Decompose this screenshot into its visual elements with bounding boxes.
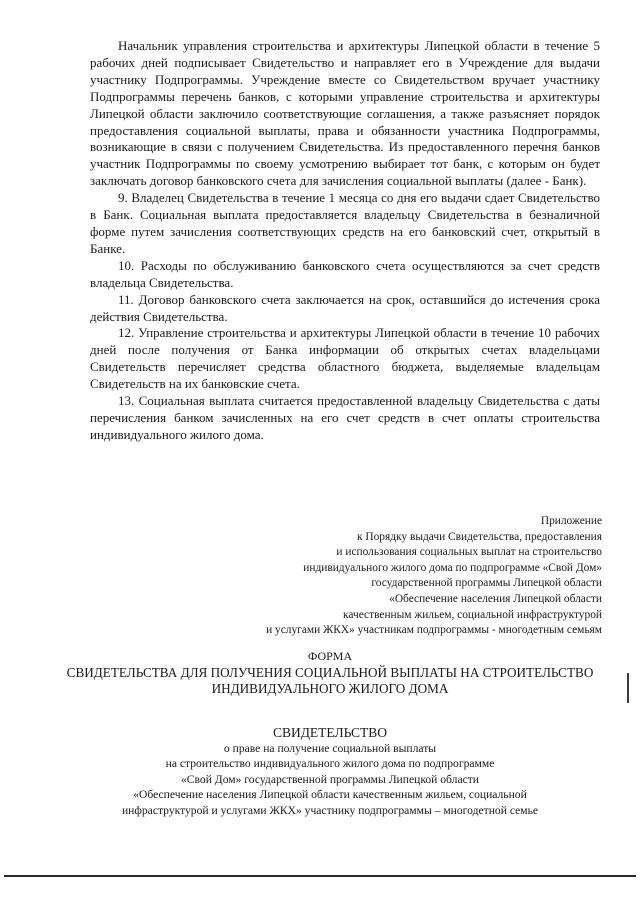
paragraph-8-continuation: Начальник управления строительства и архитектуры Липецкой области в течение 5 рабочих дней подписывает Свидетельство и направляет его в Учреждение для выдачи участнику Подпрограммы. Учреждение вместе со Свидетельством вручает участнику Подпрограммы перечень банков, с которыми управление строительства и архитектуры Липецкой области заключило соответствующие соглашения, а также разъясняет порядок предоставления социальной выплаты, права и обязанности участника Подпрограммы, возникающие в связи с получением Свидетельства. Из предоставленного перечня банков участник Подпрограммы по своему усмотрению выбирает тот банк, с которым он будет заключать договор банковского счета для зачисления социальной выплаты (далее - Банк).: [90, 38, 600, 189]
paragraph-13: 13. Социальная выплата считается предоставленной владельцу Свидетельства с даты перечисления банком зачисленных на его счет средств в счет оплаты строительства индивидуального жилого дома.: [90, 393, 600, 442]
certificate-subtitle-line: на строительство индивидуального жилого дома по подпрограмме: [165, 757, 495, 771]
appendix-line: качественным жильем, социальной инфраструктурой: [343, 608, 602, 621]
certificate-heading: [60, 724, 600, 818]
certificate-subtitle: [60, 741, 600, 818]
certificate-subtitle-line: о праве на получение социальной выплаты: [223, 742, 437, 755]
form-label: ФОРМА: [307, 649, 353, 663]
appendix-header: [182, 514, 602, 639]
certificate-subtitle-line: «Свой Дом» государственной программы Липецкой области: [180, 772, 480, 786]
appendix-line: Приложение: [540, 515, 602, 527]
scan-edge-mark: [627, 673, 629, 703]
form-title-line: СВИДЕТЕЛЬСТВА ДЛЯ ПОЛУЧЕНИЯ СОЦИАЛЬНОЙ ВЫПЛАТЫ НА СТРОИТЕЛЬСТВО: [66, 664, 594, 680]
appendix-line: к Порядку выдачи Свидетельства, предоставления: [357, 530, 602, 543]
certificate-subtitle-line: «Обеспечение населения Липецкой области качественным жильем, социальной: [133, 788, 527, 802]
appendix-line: индивидуального жилого дома по подпрограмме «Свой Дом»: [303, 561, 602, 574]
paragraph-11: 11. Договор банковского счета заключается на срок, оставшийся до истечения срока действия Свидетельства.: [90, 291, 600, 324]
appendix-line: государственной программы Липецкой области: [371, 577, 602, 590]
form-title-line: ИНДИВИДУАЛЬНОГО ЖИЛОГО ДОМА: [211, 681, 449, 696]
appendix-line: и использования социальных выплат на строительство: [336, 546, 602, 559]
appendix-line: «Обеспечение населения Липецкой области: [389, 592, 602, 605]
form-heading: [60, 648, 600, 698]
body-text: [90, 38, 600, 444]
paragraph-12: 12. Управление строительства и архитектуры Липецкой области в течение 10 рабочих дней после получения от Банка информации об открытых счетах владельцами Свидетельств перечисляет средства областного бюджета, выделяемые владельцам Свидетельств на их банковские счета.: [90, 325, 600, 392]
certificate-title: СВИДЕТЕЛЬСТВО: [272, 725, 388, 740]
appendix-line: и услугами ЖКХ» участникам подпрограммы - многодетным семьям: [266, 624, 602, 637]
paragraph-10: 10. Расходы по обслуживанию банковского счета осуществляются за счет средств владельца Свидетельства.: [90, 257, 600, 290]
scan-bottom-edge: [4, 875, 636, 877]
certificate-subtitle-line: инфраструктурой и услугами ЖКХ» участнику подпрограммы – многодетной семье: [121, 803, 539, 817]
paragraph-9: 9. Владелец Свидетельства в течение 1 месяца со дня его выдачи сдает Свидетельство в Банк. Социальная выплата предоставляется владельцу Свидетельства в безналичной форме путем зачисления соответствующих средств на его банковский счет, открытый в Банке.: [90, 190, 600, 256]
